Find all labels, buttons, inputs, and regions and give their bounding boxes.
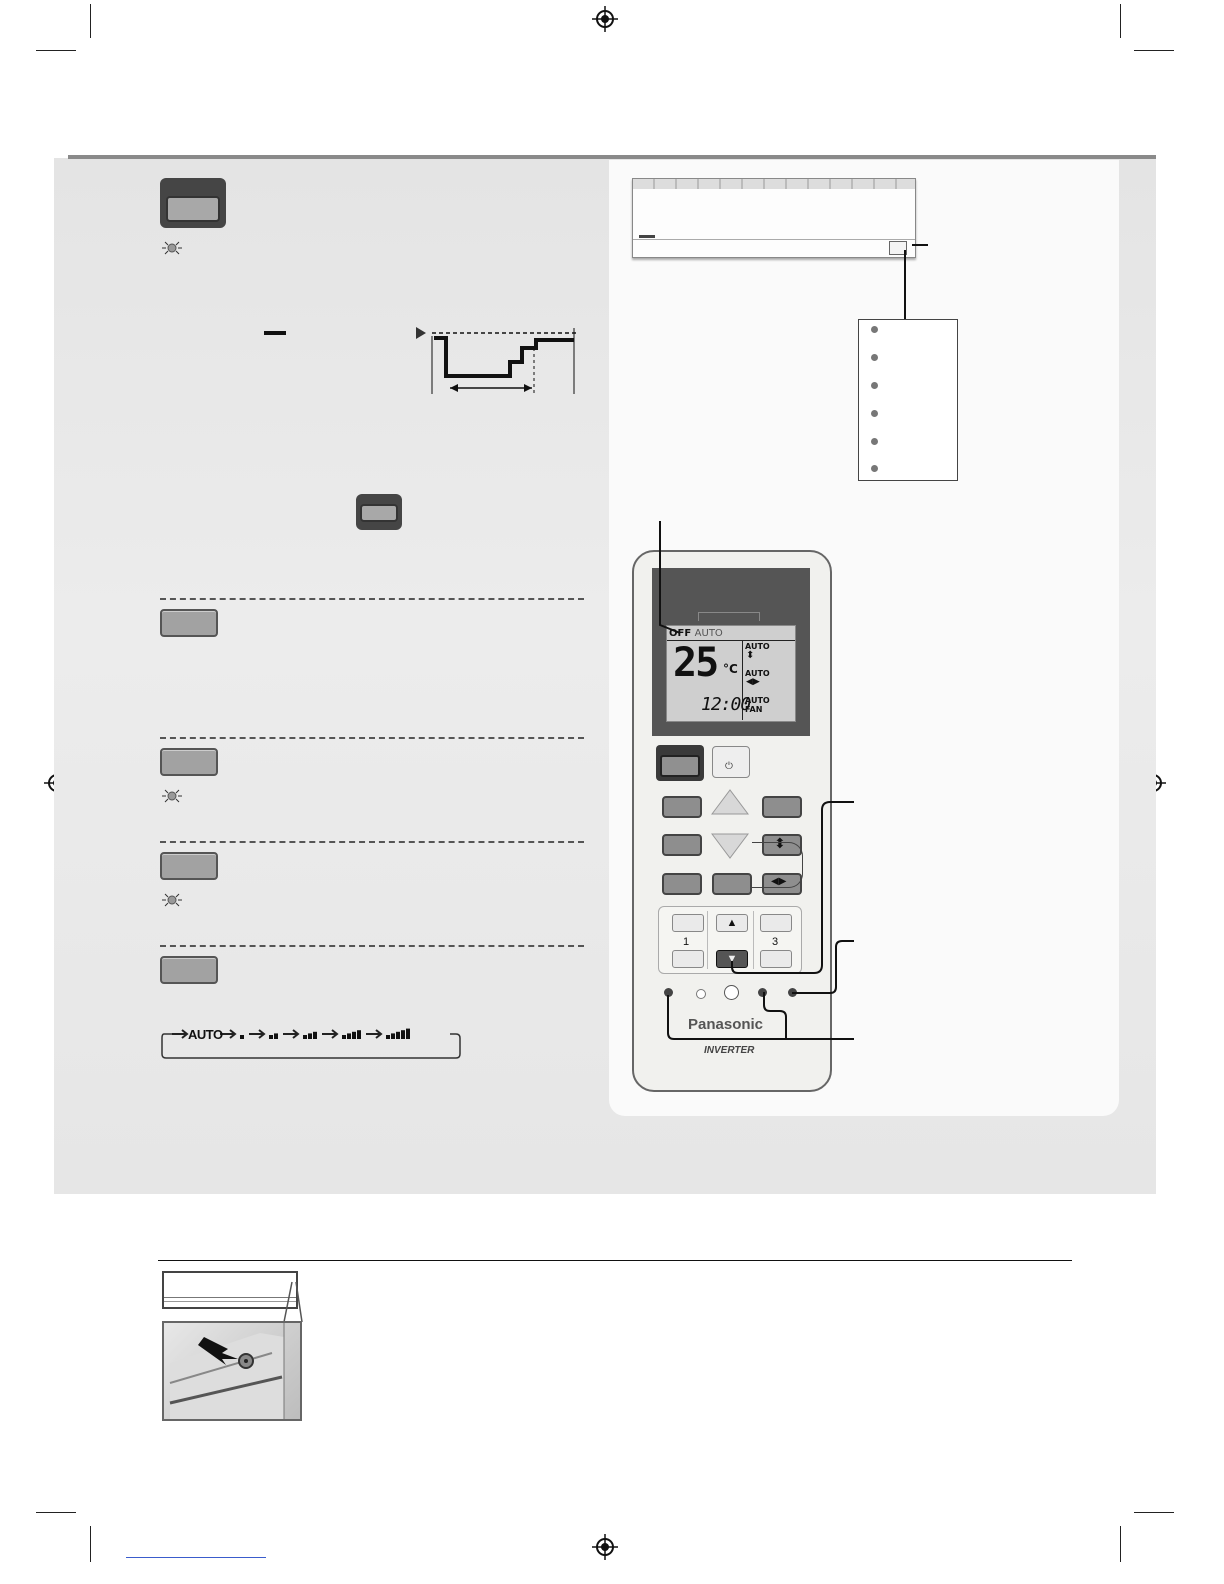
crop-mark [90,1526,91,1562]
ionizer-button-illustration [160,852,218,880]
crop-mark [1134,1512,1174,1513]
fan-speed-button-illustration [160,956,218,984]
crop-mark [1120,1526,1121,1562]
lcd-auto-label: AUTO [694,628,723,639]
crop-mark [36,1512,76,1513]
header-rule [68,155,1156,159]
timer-up-button[interactable]: ▲ [716,914,748,932]
crop-mark [126,1557,266,1558]
section-divider [160,598,584,600]
section-divider [160,737,584,739]
lcd-fan-label: FAN [745,705,763,714]
section-divider [160,945,584,947]
sequence-arrow-icon [283,1030,298,1038]
remote-brand: Panasonic [688,1016,764,1033]
small-dark-button-illustration [356,494,402,530]
lcd-temperature: 25 [673,640,718,686]
indicator-lamp [871,354,878,361]
fan-speed-level-5-icon [386,1029,410,1039]
fan-speed-level-4-icon [342,1030,361,1039]
fan-speed-level-3-icon [303,1032,317,1039]
lcd-airflow-horizontal: AUTO [745,669,770,678]
timer-down-button[interactable]: ▼ [716,950,748,968]
registration-mark-icon [592,1534,618,1560]
blinking-lamp-icon [160,892,184,908]
section-divider [160,841,584,843]
unit-callout-tick [912,244,928,246]
indicator-lamp [871,438,878,445]
airflow-horizontal-icon: ◀▶ [746,677,760,687]
fan-speed-auto-label: AUTO [188,1027,223,1042]
lcd-airflow-vertical: AUTO [745,642,770,651]
sequence-arrow-icon [322,1030,337,1038]
indicator-panel [858,319,958,481]
callout-lines [640,515,870,1075]
timer-left-number: 1 [683,936,690,948]
sequence-arrow-icon [366,1030,381,1038]
sequence-arrow-icon [172,1030,187,1038]
blinking-lamp-icon [160,788,184,804]
airflow-vertical-icon: ⬍ [774,835,786,851]
indicator-lamp [871,326,878,333]
remote-sub-brand: INVERTER [704,1045,755,1056]
auto-switch-photo [162,1321,302,1421]
registration-mark-icon [592,6,618,32]
zoom-lines [276,1280,306,1324]
lcd-clock: 12:00 [701,694,751,715]
blinking-lamp-icon [160,240,184,256]
fan-speed-level-1-icon [240,1035,244,1039]
airflow-horizontal-icon: ◀▶ [771,876,787,887]
temperature-step-graph [410,318,580,398]
sequence-arrow-icon [249,1030,264,1038]
powerful-button-illustration [160,178,226,228]
unit-callout-line [904,250,906,320]
dash-mark [264,331,286,335]
crop-mark [36,50,76,51]
indicator-lamp [871,465,878,472]
airflow-vertical-icon: ⬍ [746,650,755,661]
indicator-lamp [871,410,878,417]
indoor-unit [632,178,916,258]
mode-button-illustration [160,609,218,637]
crop-mark [1134,50,1174,51]
indicator-lamp [871,382,878,389]
power-icon: ⏻ [725,761,733,772]
fan-speed-level-2-icon [269,1033,278,1039]
timer-right-number: 3 [772,936,779,948]
crop-mark [1120,4,1121,38]
lcd-off-label: OFF [669,628,692,639]
lcd-temperature-unit: °C [723,662,738,676]
lcd-fan-auto: AUTO [745,696,770,705]
crop-mark [90,4,91,38]
section-rule [158,1260,1072,1261]
quiet-button-illustration [160,748,218,776]
